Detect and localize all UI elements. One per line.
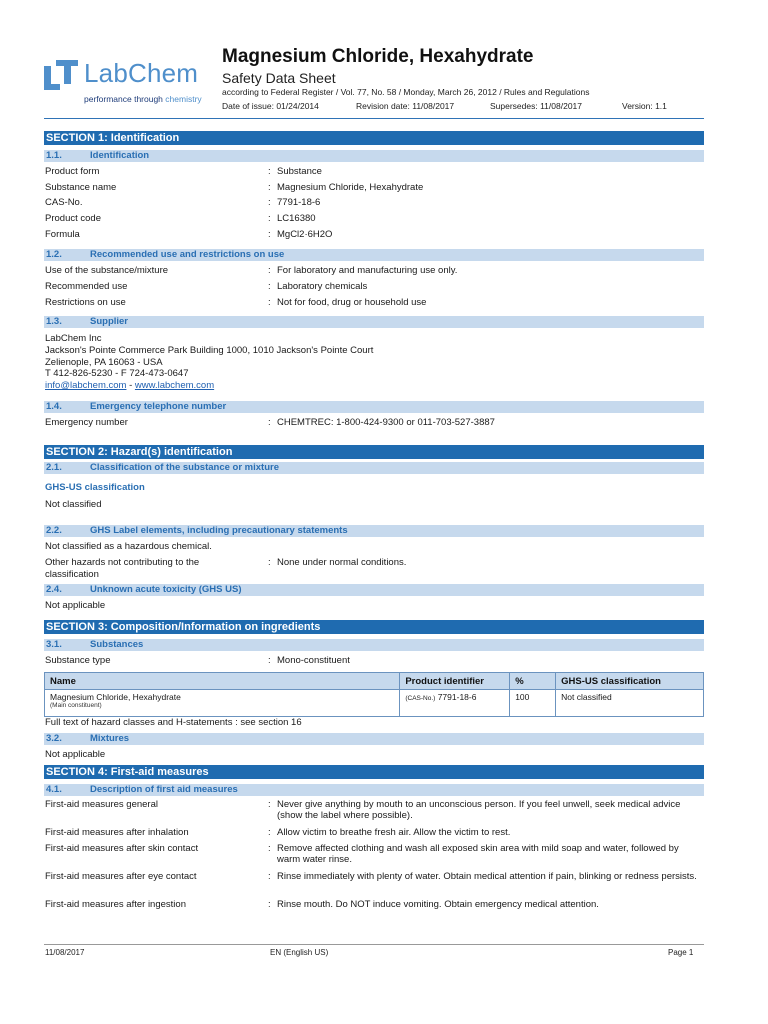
row-label: Recommended use xyxy=(45,281,128,292)
column-header: GHS-US classification xyxy=(556,673,704,690)
subsection-2-1: 2.1. Classification of the substance or mixture xyxy=(44,462,704,474)
logo-tagline: performance through chemistry xyxy=(84,94,202,104)
footer-page-number: Page 1 xyxy=(668,948,694,957)
row-value: Rinse immediately with plenty of water. Obtain medical attention if pain, blinking or redness persists. xyxy=(277,871,697,882)
subsection-1-2: 1.2. Recommended use and restrictions on use xyxy=(44,249,704,261)
document-subtitle: Safety Data Sheet xyxy=(222,70,336,86)
row-value: Never give anything by mouth to an unconscious person. If you feel unwell, seek medical advice (show the label where possible). xyxy=(277,799,681,821)
row-label: First-aid measures after skin contact xyxy=(45,843,199,854)
table-row xyxy=(45,690,704,717)
other-hazards-label-cont: classification xyxy=(45,569,99,580)
row-label: Substance name xyxy=(45,182,117,193)
ghs-classification-value: Not classified xyxy=(45,499,102,510)
subsection-3-1: 3.1. Substances xyxy=(44,639,704,651)
row-value: LC16380 xyxy=(277,213,316,224)
subsection-2-2: 2.2. GHS Label elements, including precautionary statements xyxy=(44,525,704,537)
row-label: Emergency number xyxy=(45,417,128,428)
footer-divider xyxy=(44,944,704,945)
row-label: Formula xyxy=(45,229,80,240)
section-3-header: SECTION 3: Composition/Information on ingredients xyxy=(44,620,704,634)
website-link[interactable]: www.labchem.com xyxy=(134,380,215,391)
row-value: Magnesium Chloride, Hexahydrate xyxy=(277,182,424,193)
column-header: Name xyxy=(45,673,400,690)
substance-type: Mono-constituent xyxy=(277,655,350,666)
row-label: Use of the substance/mixture xyxy=(45,265,169,276)
fulltext-note: Full text of hazard classes and H-statements : see section 16 xyxy=(45,717,302,728)
section-1-header: SECTION 1: Identification xyxy=(44,131,704,145)
column-header: Product identifier xyxy=(400,673,510,690)
row-value: Laboratory chemicals xyxy=(277,281,368,292)
unknown-toxicity-value: Not applicable xyxy=(45,600,106,611)
row-value: Substance xyxy=(277,166,322,177)
supplier-address: Jackson's Pointe Commerce Park Building 1000, 1010 Jackson's Pointe Court xyxy=(45,345,374,356)
composition-table xyxy=(44,672,704,717)
row-value: Allow victim to breathe fresh air. Allow the victim to rest. xyxy=(277,827,511,838)
row-label: Restrictions on use xyxy=(45,297,126,308)
header-divider xyxy=(44,118,704,119)
ingredient-name: Magnesium Chloride, Hexahydrate (Main constituent) xyxy=(45,690,400,717)
product-identifier: (CAS-No.) 7791-18-6 xyxy=(400,690,510,717)
percentage: 100 xyxy=(510,690,556,717)
revision-date: Revision date: 11/08/2017 xyxy=(356,101,455,111)
row-value: MgCl2·6H2O xyxy=(277,229,333,240)
subsection-1-3: 1.3. Supplier xyxy=(44,316,704,328)
logo-wordmark: LabChem xyxy=(84,58,199,88)
subsection-1-4: 1.4. Emergency telephone number xyxy=(44,401,704,413)
column-header: % xyxy=(510,673,556,690)
row-label: Product code xyxy=(45,213,101,224)
version: Version: 1.1 xyxy=(622,101,667,111)
subsection-1-1: 1.1. Identification xyxy=(44,150,704,162)
row-label: First-aid measures after ingestion xyxy=(45,899,186,910)
table-header-row xyxy=(45,673,704,690)
subsection-3-2: 3.2. Mixtures xyxy=(44,733,704,745)
date-of-issue: Date of issue: 01/24/2014 xyxy=(222,101,319,111)
label-note: Not classified as a hazardous chemical. xyxy=(45,541,212,552)
labchem-logo-icon xyxy=(44,60,80,94)
row-label: Product form xyxy=(45,166,100,177)
other-hazards-label: Other hazards not contributing to the xyxy=(45,557,200,568)
ghs-classification-cell: Not classified xyxy=(556,690,704,717)
row-label: First-aid measures after eye contact xyxy=(45,871,197,882)
supplier-contact: info@labchem.com - www.labchem.com xyxy=(45,380,215,391)
supplier-phone: T 412-826-5230 - F 724-473-0647 xyxy=(45,368,189,379)
labchem-logo xyxy=(44,58,224,108)
document-title: Magnesium Chloride, Hexahydrate xyxy=(222,46,534,67)
section-2-header: SECTION 2: Hazard(s) identification xyxy=(44,445,704,459)
supplier-city: Zelienople, PA 16063 - USA xyxy=(45,357,163,368)
row-label: First-aid measures general xyxy=(45,799,158,810)
row-value: For laboratory and manufacturing use only. xyxy=(277,265,458,276)
subsection-2-4: 2.4. Unknown acute toxicity (GHS US) xyxy=(44,584,704,596)
section-4-header: SECTION 4: First-aid measures xyxy=(44,765,704,779)
row-label: First-aid measures after inhalation xyxy=(45,827,189,838)
emergency-number: CHEMTREC: 1-800-424-9300 or 011-703-527-3887 xyxy=(277,417,495,428)
other-hazards-value: None under normal conditions. xyxy=(277,557,407,568)
subsection-4-1: 4.1. Description of first aid measures xyxy=(44,784,704,796)
email-link[interactable]: info@labchem.com xyxy=(45,380,127,391)
footer-date: 11/08/2017 xyxy=(45,948,85,957)
supplier-name: LabChem Inc xyxy=(45,333,102,344)
row-value: Remove affected clothing and wash all exposed skin area with mild soap and water, followed by warm water rinse. xyxy=(277,843,679,865)
row-label: CAS-No. xyxy=(45,197,83,208)
regulation-reference: according to Federal Register / Vol. 77, No. 58 / Monday, March 26, 2012 / Rules and Regulations xyxy=(222,87,590,97)
row-value: Not for food, drug or household use xyxy=(277,297,427,308)
mixtures-value: Not applicable xyxy=(45,749,106,760)
row-label: Substance type xyxy=(45,655,111,666)
supersedes: Supersedes: 11/08/2017 xyxy=(490,101,582,111)
ghs-classification-heading: GHS-US classification xyxy=(45,482,145,493)
row-value: 7791-18-6 xyxy=(277,197,321,208)
row-value: Rinse mouth. Do NOT induce vomiting. Obtain emergency medical attention. xyxy=(277,899,599,910)
footer-language: EN (English US) xyxy=(270,948,329,957)
